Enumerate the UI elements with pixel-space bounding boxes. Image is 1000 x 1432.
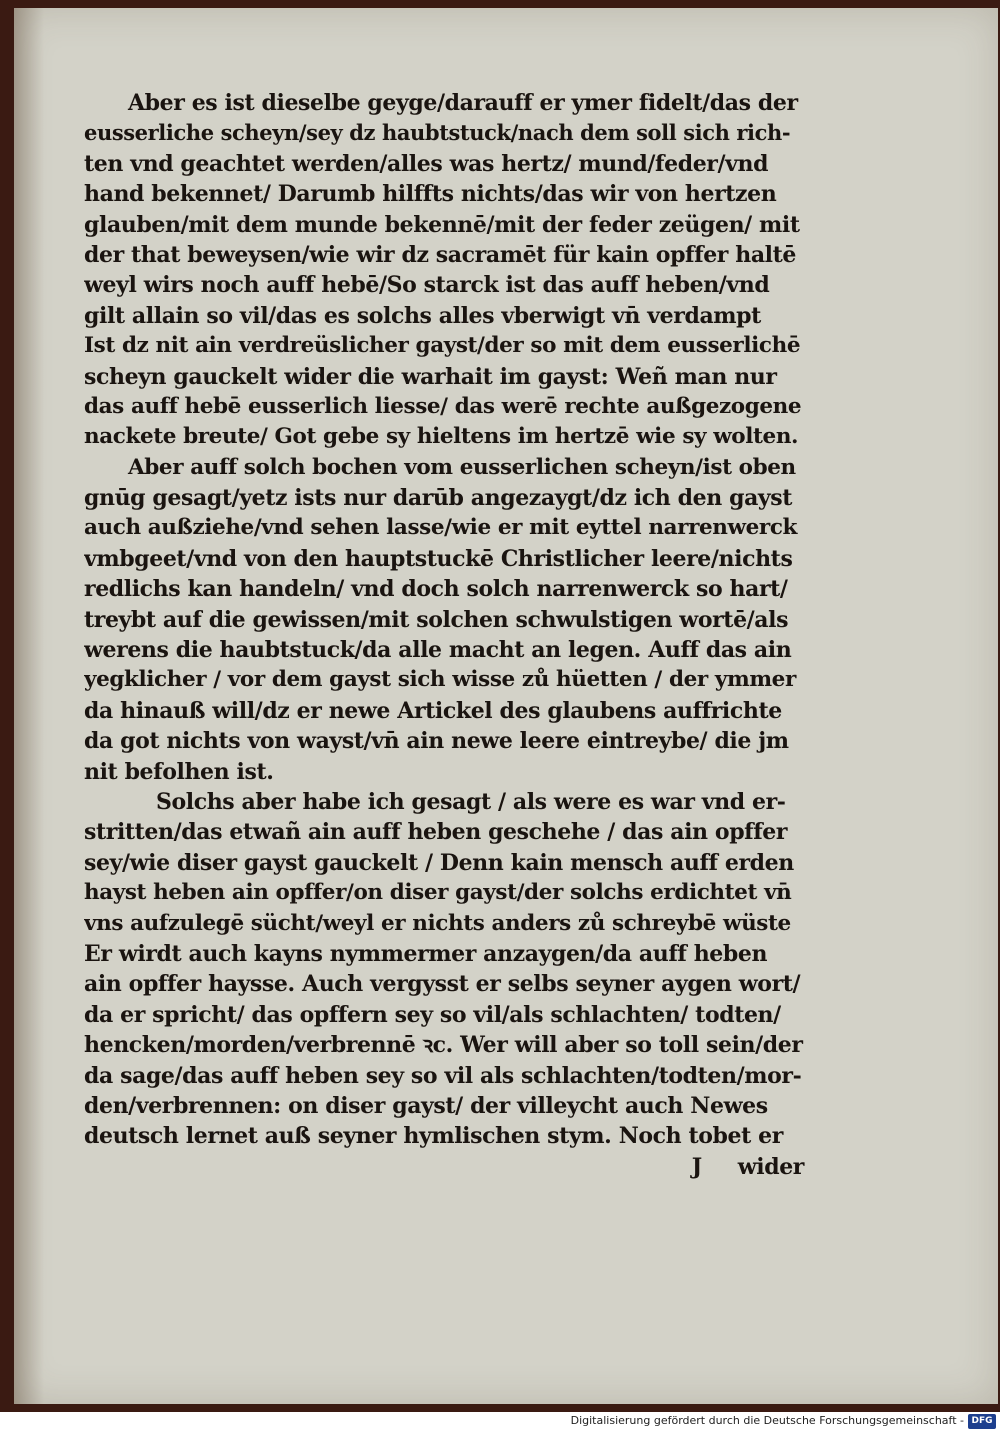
text-line: vmbgeet/vnd von den hauptstuckē Christlicher leere/nichts <box>84 545 793 572</box>
text-line: der that beweysen/wie wir dz sacramēt für kain opffer haltē <box>84 241 797 268</box>
catchword: wider <box>737 1153 804 1180</box>
text-line: Ist dz nit ain verdreüslicher gayst/der so mit dem eusserlichē <box>84 333 801 359</box>
text-line: eusserliche scheyn/sey dz haubtstuck/nach dem soll sich rich- <box>84 120 791 146</box>
text-line: Aber es ist dieselbe geyge/darauff er ymer fidelt/das der <box>128 90 798 116</box>
book-page <box>14 8 998 1404</box>
text-line: ten vnd geachtet werden/alles was hertz/ mund/feder/vnd <box>84 150 769 177</box>
digitization-credit: Digitalisierung gefördert durch die Deutsche Forschungsgemeinschaft - <box>570 1414 964 1427</box>
text-line: hand bekennet/ Darumb hilffts nichts/das wir von hertzen <box>84 181 777 208</box>
text-line: sey/wie diser gayst gauckelt / Denn kain mensch auff erden <box>84 849 794 876</box>
text-line: Aber auff solch bochen vom eusserlichen scheyn/ist oben <box>128 454 796 480</box>
text-line: weyl wirs noch auff hebē/So starck ist das auff heben/vnd <box>84 272 770 299</box>
text-line: gnūg gesagt/yetz ists nur darūb angezaygt/dz ich den gayst <box>84 485 793 512</box>
text-line: Er wirdt auch kayns nymmermer anzaygen/da auff heben <box>84 940 768 967</box>
text-line: deutsch lernet auß seyner hymlischen stym. Noch tobet er <box>84 1123 783 1150</box>
text-line: auch außziehe/vnd sehen lasse/wie er mit eyttel narrenwerck <box>84 515 798 541</box>
text-line: hayst heben ain opffer/on diser gayst/der solchs erdichtet vn̄ <box>84 880 792 906</box>
text-line: glauben/mit dem munde bekennē/mit der feder zeügen/ mit <box>84 211 800 238</box>
text-line: da er spricht/ das opffern sey so vil/als schlachten/ todten/ <box>84 1001 781 1028</box>
text-block <box>84 88 804 1182</box>
text-line: Solchs aber habe ich gesagt / als were es war vnd er- <box>156 788 786 815</box>
text-line: yegklicher / vor dem gayst sich wisse zů hüetten / der ymmer <box>84 667 796 693</box>
text-line: den/verbrennen: on diser gayst/ der villeycht auch Newes <box>84 1092 768 1119</box>
text-line: redlichs kan handeln/ vnd doch solch narrenwerck so hart/ <box>84 576 788 603</box>
text-line: vns aufzulegē sücht/weyl er nichts anders zů schreybē wüste <box>84 910 791 936</box>
text-line: da hinauß will/dz er newe Artickel des glaubens auffrichte <box>84 697 782 724</box>
text-line: gilt allain so vil/das es solchs alles vberwigt vn̄ verdampt <box>84 302 761 329</box>
text-line: da got nichts von wayst/vn̄ ain newe leere eintreybe/ die jm <box>84 728 789 755</box>
text-line: werens die haubtstuck/da alle macht an legen. Auff das ain <box>84 637 792 664</box>
text-line: hencken/morden/verbrennē ꝛc. Wer will aber so toll sein/der <box>84 1032 803 1059</box>
gutter-shadow <box>14 8 44 1404</box>
signature-line <box>84 1152 804 1182</box>
text-line: ain opffer haysse. Auch vergysst er selbs seyner aygen wort/ <box>84 971 801 998</box>
text-line: da sage/das auff heben sey so vil als schlachten/todten/mor- <box>84 1062 802 1089</box>
text-line: scheyn gauckelt wider die warhait im gayst: Weñ man nur <box>84 363 777 390</box>
dfg-logo[interactable]: DFG <box>968 1414 996 1429</box>
text-line: stritten/das etwañ ain auff heben geschehe / das ain opffer <box>84 819 788 846</box>
text-line: treybt auf die gewissen/mit solchen schwulstigen wortē/als <box>84 606 789 633</box>
text-line: das auff hebē eusserlich liesse/ das werē rechte außgezogene <box>84 393 802 419</box>
text-line: nit befolhen ist. <box>84 758 274 785</box>
signature-mark: J <box>691 1153 702 1180</box>
text-line: nackete breute/ Got gebe sy hieltens im hertzē wie sy wolten. <box>84 424 799 450</box>
